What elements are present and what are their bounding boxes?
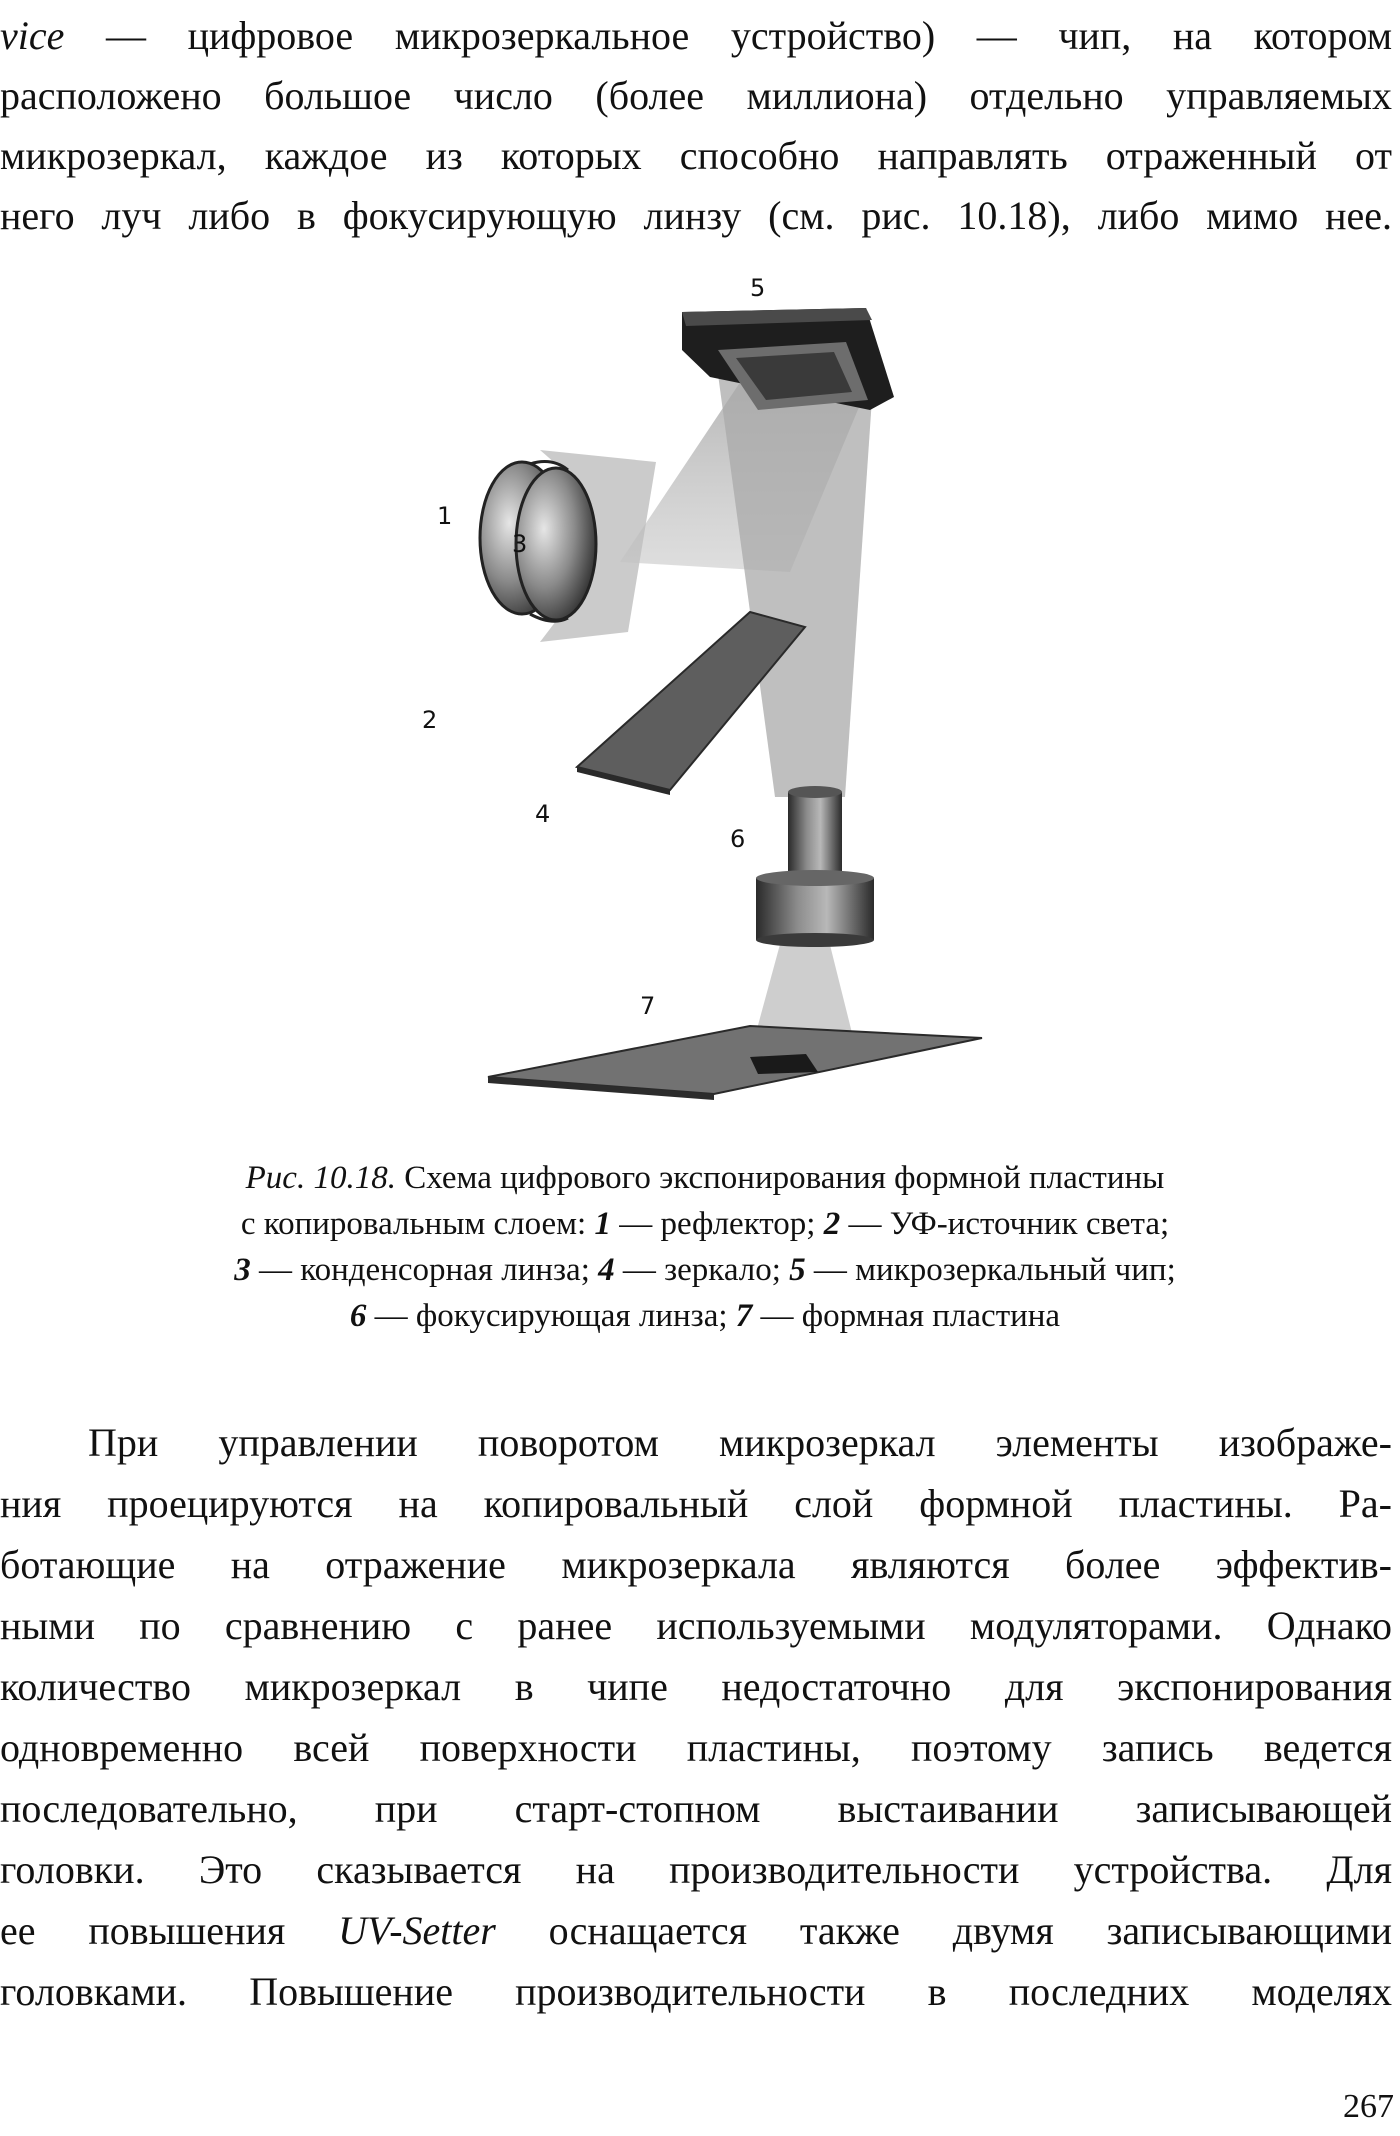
light-beam-chip-to-lens <box>715 352 875 797</box>
body-paragraph <box>0 1412 1392 2022</box>
micromirror-chip <box>682 308 894 410</box>
text-line: При управлении поворотом микрозеркал элементы изображе- <box>88 1420 1392 1465</box>
caption-line: с копировальным слоем: 1 — рефлектор; 2 — УФ-источник света; <box>240 1206 1170 1242</box>
page-number: 267 <box>1343 2088 1394 2125</box>
text-line: расположено большое число (более миллиона) отдельно управляемых <box>0 73 1392 118</box>
text-line: него луч либо в фокусирующую линзу (см. рис. 10.18), либо мимо нее. <box>0 193 1392 238</box>
caption-line: 6 — фокусирующая линза; 7 — формная пластина <box>349 1298 1061 1334</box>
text-line: головки. Это сказывается на производительности устройства. Для <box>0 1847 1392 1892</box>
lens-assembly <box>480 462 596 622</box>
text-line: ными по сравнению с ранее используемыми модуляторами. Однако <box>0 1603 1392 1648</box>
text-line: ния проецируются на копировальный слой формной пластины. Ра- <box>0 1481 1392 1526</box>
exposed-area <box>750 1054 818 1074</box>
text-line: последовательно, при старт-стопном выстаивании записывающей <box>0 1786 1392 1831</box>
label-2: 2 <box>422 706 438 734</box>
text-line: vice — цифровое микрозеркальное устройство) — чип, на котором <box>0 13 1392 58</box>
label-3: 3 <box>512 530 528 558</box>
text-line: ботающие на отражение микрозеркала являются более эффектив- <box>0 1542 1392 1587</box>
label-4: 4 <box>535 800 551 828</box>
figure-caption <box>80 1155 1330 1339</box>
caption-line: 3 — конденсорная линза; 4 — зеркало; 5 — микрозеркальный чип; <box>234 1252 1176 1288</box>
label-7: 7 <box>640 992 656 1020</box>
caption-line: Рис. 10.18. Схема цифрового экспонирования формной пластины <box>245 1160 1165 1196</box>
label-5: 5 <box>750 274 766 302</box>
exposure-scheme-drawing <box>422 274 1060 1132</box>
exposure-scheme-figure <box>422 274 1060 1132</box>
text-line: головками. Повышение производительности в последних моделях <box>0 1969 1392 2014</box>
focusing-lens <box>756 786 874 947</box>
text-line: количество микрозеркал в чипе недостаточно для экспонирования <box>0 1664 1392 1709</box>
label-1: 1 <box>437 502 453 530</box>
text-line: микрозеркал, каждое из которых способно направлять отраженный от <box>0 133 1392 178</box>
intro-paragraph <box>0 6 1392 246</box>
text-line: ее повышения UV-Setter оснащается также двумя записывающими <box>0 1908 1392 1953</box>
condenser-lens-shape <box>516 468 596 620</box>
figure-number: Рис. 10.18. <box>245 1160 396 1196</box>
text-line: одновременно всей поверхности пластины, поэтому запись ведется <box>0 1725 1392 1770</box>
label-6: 6 <box>730 825 746 853</box>
